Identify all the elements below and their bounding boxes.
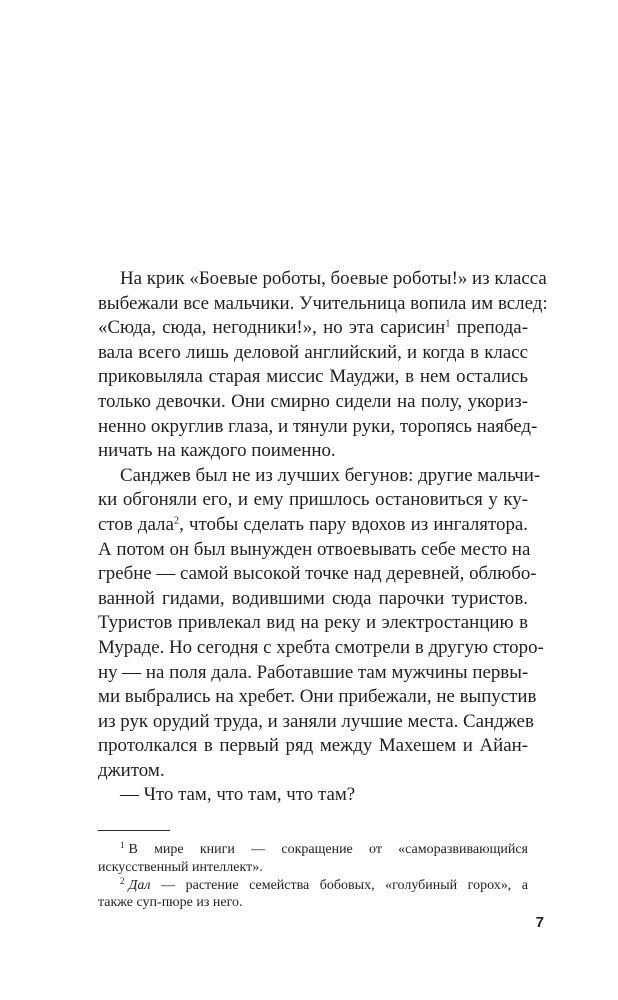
text-line: приковыляла старая миссис Мауджи, в нем остались: [98, 366, 528, 388]
paragraph-2: [98, 464, 544, 784]
text-line: ванной гидами, водившими сюда парочки туристов.: [98, 587, 528, 609]
footnote-line: [98, 841, 528, 859]
text-line: выбежали все мальчики. Учительница вопила им вслед:: [98, 292, 548, 314]
text-line: На крик «Боевые роботы, боевые роботы!» из класса: [120, 268, 547, 289]
text-line: ми выбрались на хребет. Они прибежали, не выпустив: [98, 686, 537, 708]
footnote-line: [98, 877, 528, 895]
footnote-line: искусственный интеллект».: [98, 859, 263, 875]
text-line: А потом он был вынужден отвоевывать себе место на: [98, 538, 531, 560]
footnote-ref-1[interactable]: 1: [445, 318, 451, 330]
page-number: 7: [535, 914, 544, 931]
footnote-divider: [98, 830, 170, 831]
text-segment: препода-: [450, 317, 528, 339]
text-line: только девочки. Они смирно сидели на полу, укориз-: [98, 390, 528, 412]
footnote-term: Дал: [128, 877, 151, 893]
text-line: ки обгоняли его, и ему пришлось остановиться у ку-: [98, 489, 528, 511]
footnote-ref-2[interactable]: 2: [173, 515, 180, 527]
text-line: из рук орудий труда, и заняли лучшие места. Санджев: [98, 710, 534, 732]
paragraph-3-dialogue: [98, 783, 528, 808]
text-line: ненно округлив глаза, и тянули руки, торопясь наябед-: [98, 415, 538, 437]
text-line: Санджев был не из лучших бегунов: другие мальчи-: [120, 464, 541, 486]
text-line: джитом.: [98, 759, 165, 781]
footnote-text: В мире книги — сокращение от «саморазвивающийся: [128, 842, 528, 858]
text-line: ничать на каждого поименно.: [98, 440, 336, 462]
footnote-line: также суп-пюре из него.: [98, 895, 243, 911]
footnote-2: [98, 877, 528, 913]
text-line: [98, 316, 528, 341]
paragraph-1: [98, 267, 548, 464]
text-segment: стов дала: [98, 513, 174, 535]
text-line: Мураде. Но сегодня с хребта смотрели в другую сторо-: [98, 636, 544, 658]
footnote-text: — растение семейства бобовых, «голубиный горох», а: [150, 877, 528, 893]
text-line: Туристов привлекал вид на реку и электростанцию в: [98, 612, 528, 634]
footnote-1: [98, 841, 528, 877]
text-line: вала всего лишь деловой английский, и когда в класс: [98, 341, 528, 363]
text-line: протолкался в первый ряд между Махешем и Айан-: [98, 735, 528, 757]
footnote-mark: 2: [120, 875, 125, 886]
book-page-text: [98, 267, 548, 912]
text-line: ну — на поля дала. Работавшие там мужчины первы-: [98, 661, 529, 683]
text-line: [98, 513, 528, 538]
footnote-mark: 1: [120, 840, 125, 851]
text-segment: «Сюда, сюда, негодники!», но эта сарисин: [98, 317, 446, 339]
text-line: — Что там, что там, что там?: [120, 784, 356, 806]
text-segment: , чтобы сделать пару вдохов из ингалятора.: [179, 513, 529, 535]
text-line: гребне — самой высокой точке над деревней, облюбо-: [98, 563, 537, 585]
